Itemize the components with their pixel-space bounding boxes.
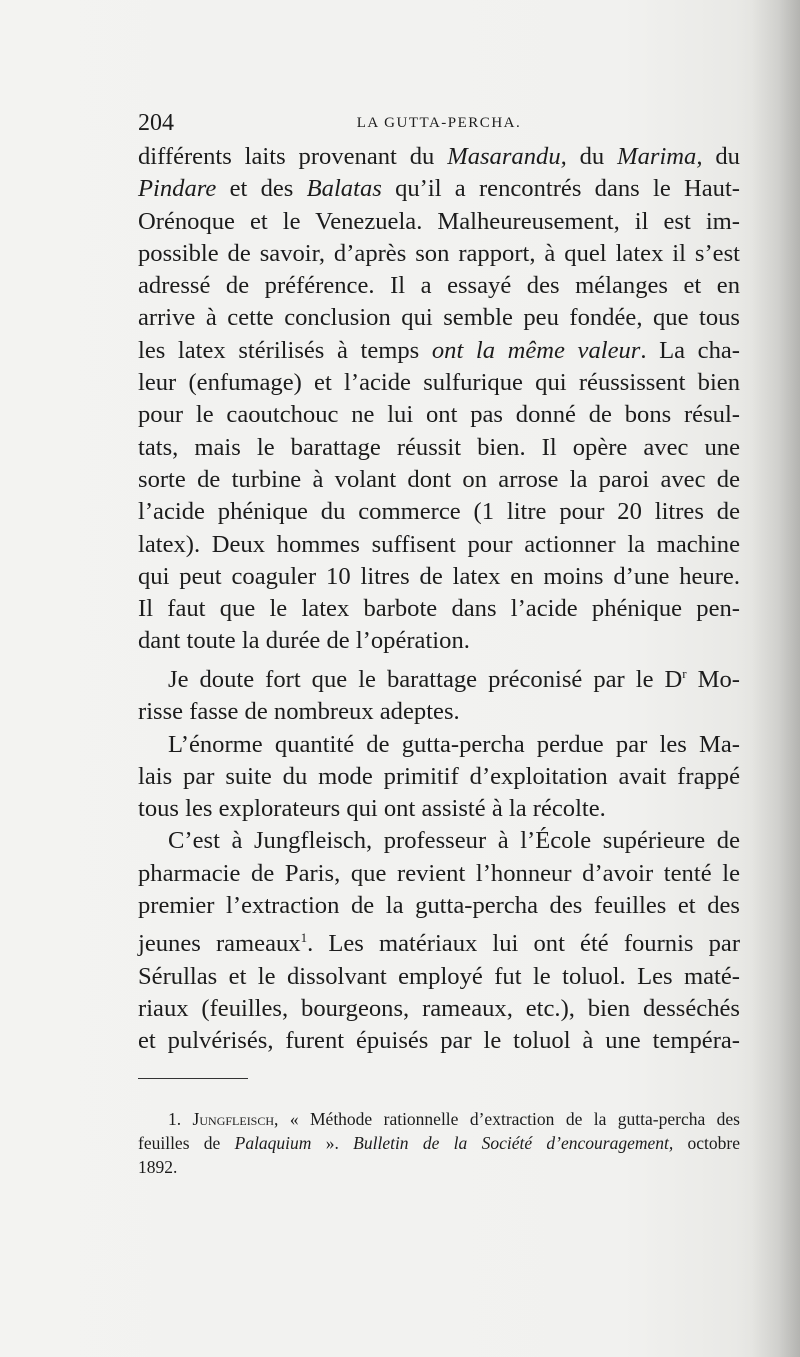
text-line: et pulvérisés, furent épuisés par le toluol à une tempéra- — [138, 1027, 740, 1055]
text-line: tous les explorateurs qui ont assisté à la récolte. — [138, 795, 606, 823]
text-line: premier l’extraction de la gutta-percha des feuilles et des — [138, 892, 740, 920]
text-line: jeunes rameaux$^1$. Les matériaux lui ont été fournis par — [138, 930, 741, 958]
footnote-author: Jungfleisch — [192, 1109, 275, 1129]
footnote-line: feuilles de Palaquium ». Bulletin de la Société d’encouragement, octobre — [138, 1133, 741, 1153]
footnote-line: 1. Jungfleisch, « Méthode rationnelle d’extraction de la gutta-percha des — [168, 1109, 740, 1129]
footnote-ref: 1 — [300, 930, 308, 946]
text-line: latex). Deux hommes suffisent pour actionner la machine — [138, 530, 740, 558]
page-number: 204 — [138, 110, 174, 136]
text-line: Il faut que le latex barbote dans l’acide phénique pen- — [138, 595, 740, 623]
text-line: pharmacie de Paris, que revient l’honneur d’avoir tenté le — [138, 859, 740, 887]
footnote-rule — [138, 1078, 248, 1079]
text-line: dant toute la durée de l’opération. — [138, 627, 470, 655]
text-line: l’acide phénique du commerce (1 litre pour 20 litres de — [138, 498, 740, 526]
text-line: riaux (feuilles, bourgeons, rameaux, etc.), bien desséchés — [138, 995, 740, 1023]
text-line: possible de savoir, d’après son rapport, à quel latex il s’est — [138, 239, 740, 267]
footnote-line: 1892. — [138, 1157, 178, 1177]
text-line: lais par suite du mode primitif d’exploitation avait frappé — [138, 762, 740, 790]
running-header — [138, 108, 740, 138]
text-line: pour le caoutchouc ne lui ont pas donné de bons résul- — [138, 401, 740, 429]
text-line: risse fasse de nombreux adeptes. — [138, 698, 460, 726]
text-line: qui peut coaguler 10 litres de latex en moins d’une heure. — [138, 562, 740, 590]
page-edge-shadow — [752, 0, 800, 1357]
text-line: Pindare et des Balatas qu’il a rencontrés dans le Haut- — [138, 175, 740, 203]
text-line: différents laits provenant du Masarandu, du Marima, du — [138, 143, 740, 170]
footnote — [138, 1107, 740, 1179]
text-line: Je doute fort que le barattage préconisé par le $D^r$ Mo- — [168, 665, 740, 693]
text-line: L’énorme quantité de gutta-percha perdue par les Ma- — [168, 730, 740, 758]
text-line: Sérullas et le dissolvant employé fut le toluol. Les maté- — [138, 962, 740, 990]
text-line: les latex stérilisés à temps ont la même valeur. La cha- — [138, 336, 740, 364]
text-line: adressé de préférence. Il a essayé des mélanges et en — [138, 272, 740, 300]
text-line: Orénoque et le Venezuela. Malheureusement, il est im- — [138, 207, 740, 235]
text-line: sorte de turbine à volant dont on arrose la paroi avec de — [138, 465, 740, 493]
text-line: C’est à Jungfleisch, professeur à l’École supérieure de — [168, 827, 740, 855]
text-line: arrive à cette conclusion qui semble peu fondée, que tous — [138, 304, 740, 332]
running-title: LA GUTTA-PERCHA. — [356, 115, 522, 131]
text-line: tats, mais le barattage réussit bien. Il opère avec une — [138, 433, 740, 461]
body-text — [138, 141, 740, 1058]
text-line: leur (enfumage) et l’acide sulfurique qui réussissent bien — [138, 369, 740, 397]
